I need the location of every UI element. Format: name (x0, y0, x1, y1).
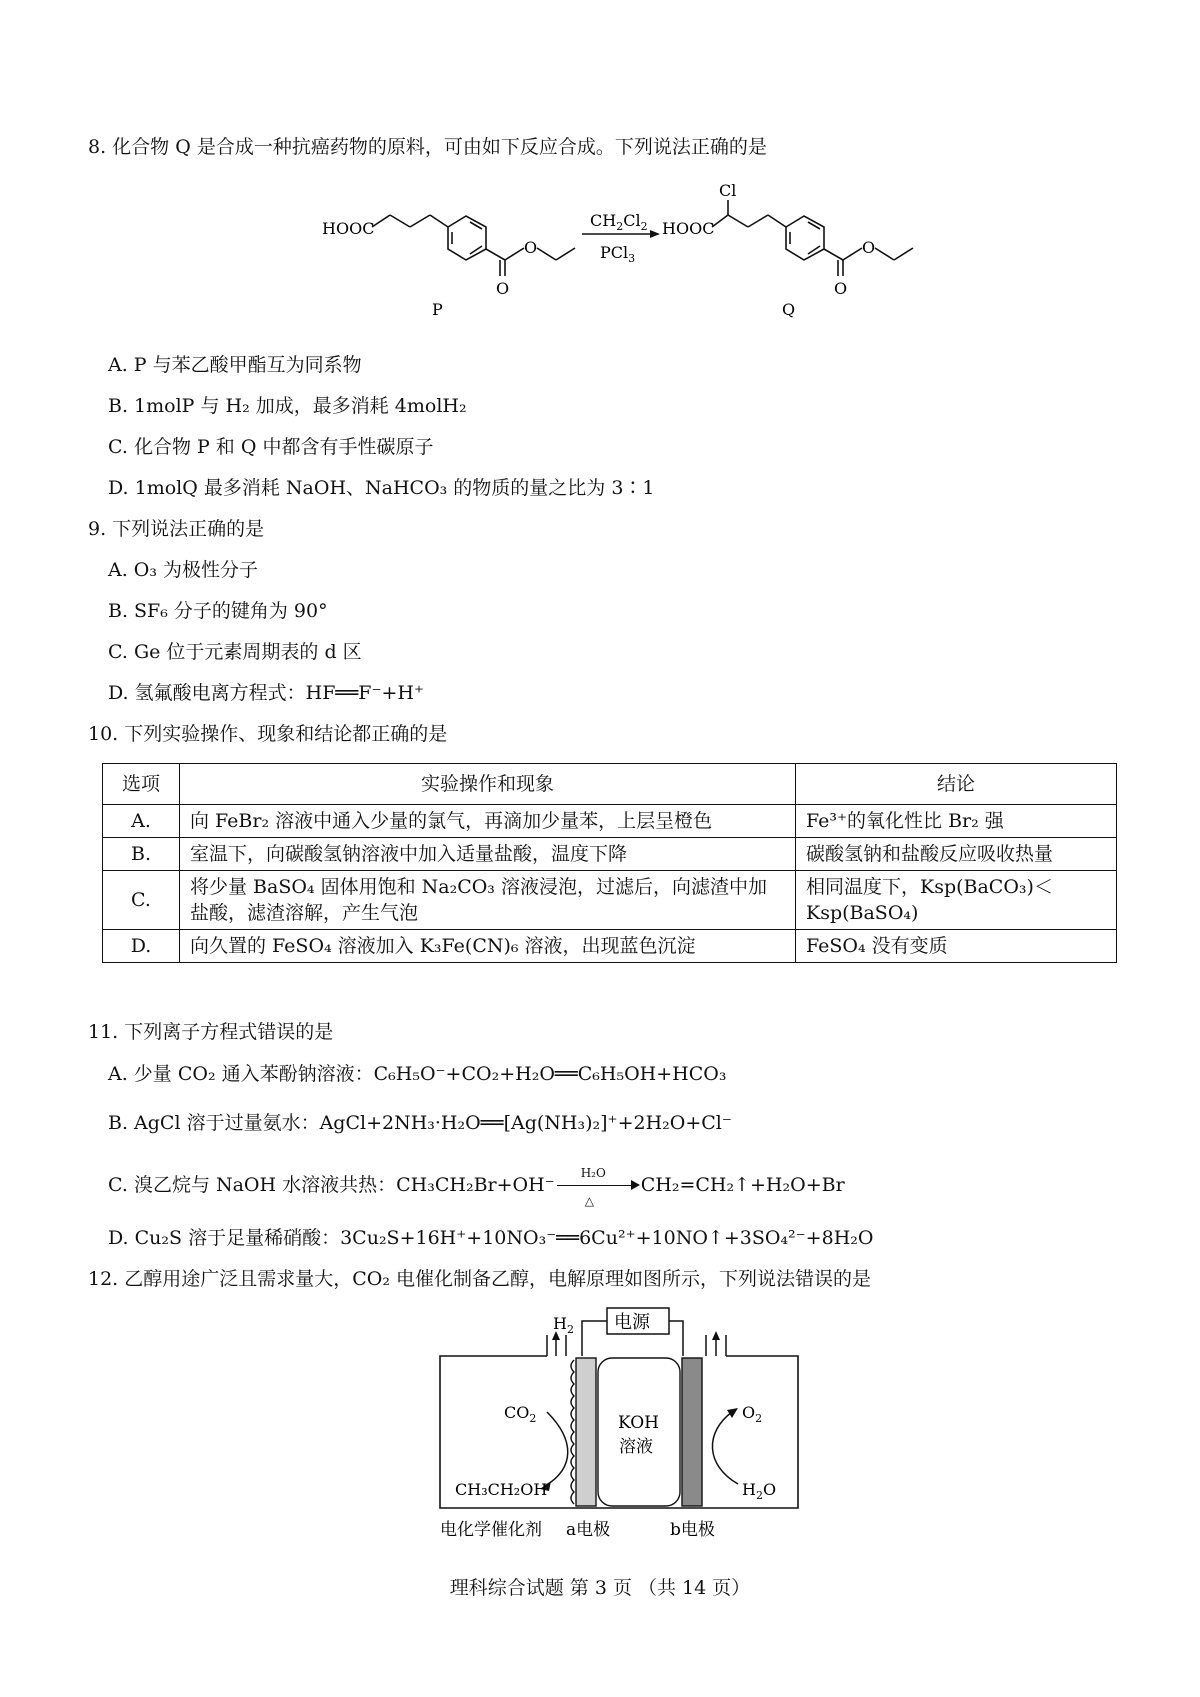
header-option: 选项 (103, 764, 180, 805)
q8-stem: 8. 化合物 Q 是合成一种抗癌药物的原料，可由如下反应合成。下列说法正确的是 (88, 136, 767, 158)
row-operation: 将少量 BaSO₄ 固体用饱和 Na₂CO₃ 溶液浸泡，过滤后，向滤渣中加盐酸，滤渣溶解，产生气泡 (180, 871, 796, 930)
header-conclusion: 结论 (796, 764, 1117, 805)
power-source-label: 电源 (614, 1312, 650, 1333)
q-label: Q (782, 300, 796, 319)
q10-stem: 10. 下列实验操作、现象和结论都正确的是 (88, 723, 448, 745)
page-footer: 理科综合试题 第 3 页 （共 14 页） (449, 1577, 751, 1599)
wire-right (669, 1321, 683, 1356)
q9-stem: 9. 下列说法正确的是 (88, 518, 265, 540)
row-option: D. (103, 930, 180, 963)
q-carbonyl-o: O (834, 279, 848, 298)
q11-stem: 11. 下列离子方程式错误的是 (88, 1021, 334, 1043)
water-arrow-head (727, 1408, 738, 1418)
q9-option-a: A. O₃ 为极性分子 (108, 559, 259, 581)
water-label: $H_2O$ (742, 1480, 777, 1502)
o2-outlet-arrow-head (712, 1331, 720, 1340)
p-carbonyl-o: O (496, 279, 510, 298)
row-conclusion: FeSO₄ 没有变质 (796, 930, 1117, 963)
row-conclusion: 相同温度下，Ksp(BaCO₃)＜Ksp(BaSO₄) (796, 871, 1117, 930)
row-conclusion: Fe³⁺的氧化性比 Br₂ 强 (796, 805, 1117, 838)
q11-c-cond-top: H₂O (580, 1166, 606, 1180)
q11-option-b: B. AgCl 溶于过量氨水：AgCl+2NH₃·H₂O══[Ag(NH₃)₂]⁺+2H₂O+Cl⁻ (108, 1112, 732, 1134)
row-option: C. (103, 871, 180, 930)
co2-to-ethanol-arrow (545, 1412, 568, 1486)
q9-option-d: D. 氢氟酸电离方程式：HF══F⁻+H⁺ (108, 682, 424, 704)
p-ester-o: O (524, 238, 538, 257)
koh-solution-label: 溶液 (619, 1437, 653, 1457)
q8-option-a: A. P 与苯乙酸甲酯互为同系物 (108, 354, 362, 376)
row-operation: 向久置的 FeSO₄ 溶液加入 K₃Fe(CN)₆ 溶液，出现蓝色沉淀 (180, 930, 796, 963)
q11-c-left: C. 溴乙烷与 NaOH 水溶液共热：CH₃CH₂Br+OH⁻ (108, 1174, 555, 1196)
p-hooc-text: HOOC (322, 219, 375, 238)
q-ester-o: O (862, 238, 876, 257)
wire-left (582, 1321, 607, 1356)
a-electrode-label: a电极 (566, 1520, 611, 1540)
h2-label: $H_2$ (553, 1314, 574, 1336)
q11-option-a: A. 少量 CO₂ 通入苯酚钠溶液：C₆H₅O⁻+CO₂+H₂O══C₆H₅OH+HCO₃ (108, 1063, 727, 1085)
q8-option-c: C. 化合物 P 和 Q 中都含有手性碳原子 (108, 436, 434, 458)
q11-c-cond-bottom: △ (584, 1194, 594, 1208)
q12-stem: 12. 乙醇用途广泛且需求量大，CO₂ 电催化制备乙醇，电解原理如图所示，下列说法错误的是 (88, 1268, 872, 1290)
water-to-o2-arrow (712, 1412, 738, 1484)
header-operation: 实验操作和现象 (180, 764, 796, 805)
row-option: A. (103, 805, 180, 838)
b-electrode-label: b电极 (670, 1520, 715, 1540)
reagent-bottom: PCl$_3$ (600, 243, 636, 265)
p-label: P (432, 300, 443, 319)
q11-option-d: D. Cu₂S 溶于足量稀硝酸：3Cu₂S+16H⁺+10NO₃⁻══6Cu²⁺+10NO↑+3SO₄²⁻+8H₂O (108, 1227, 874, 1249)
a-electrode (576, 1358, 596, 1506)
catalyst-label: 电化学催化剂 (440, 1520, 542, 1540)
reagent-top: $CH_2Cl_2$ (590, 211, 648, 233)
q9-option-b: B. SF₆ 分子的键角为 90° (108, 600, 328, 622)
q9-option-c: C. Ge 位于元素周期表的 d 区 (108, 641, 362, 663)
row-option: B. (103, 838, 180, 871)
q-hooc-text: HOOC (662, 219, 715, 238)
ethanol-label: CH₃CH₂OH (455, 1480, 548, 1499)
row-operation: 向 FeBr₂ 溶液中通入少量的氯气，再滴加少量苯，上层呈橙色 (180, 805, 796, 838)
o2-label: $O_2$ (742, 1403, 763, 1425)
row-conclusion: 碳酸氢钠和盐酸反应吸收热量 (796, 838, 1117, 871)
q8-option-b: B. 1molP 与 H₂ 加成，最多消耗 4molH₂ (108, 395, 467, 417)
q8-option-d: D. 1molQ 最多消耗 NaOH、NaHCO₃ 的物质的量之比为 3∶1 (108, 477, 655, 499)
co2-label: $CO_2$ (504, 1403, 537, 1425)
row-operation: 室温下，向碳酸氢钠溶液中加入适量盐酸，温度下降 (180, 838, 796, 871)
q11-c-right: CH₂=CH₂↑+H₂O+Br (640, 1174, 845, 1196)
koh-label: KOH (618, 1413, 660, 1433)
q-cl-text: Cl (719, 181, 737, 200)
catalyst-layer (571, 1360, 574, 1504)
b-electrode (682, 1358, 702, 1506)
